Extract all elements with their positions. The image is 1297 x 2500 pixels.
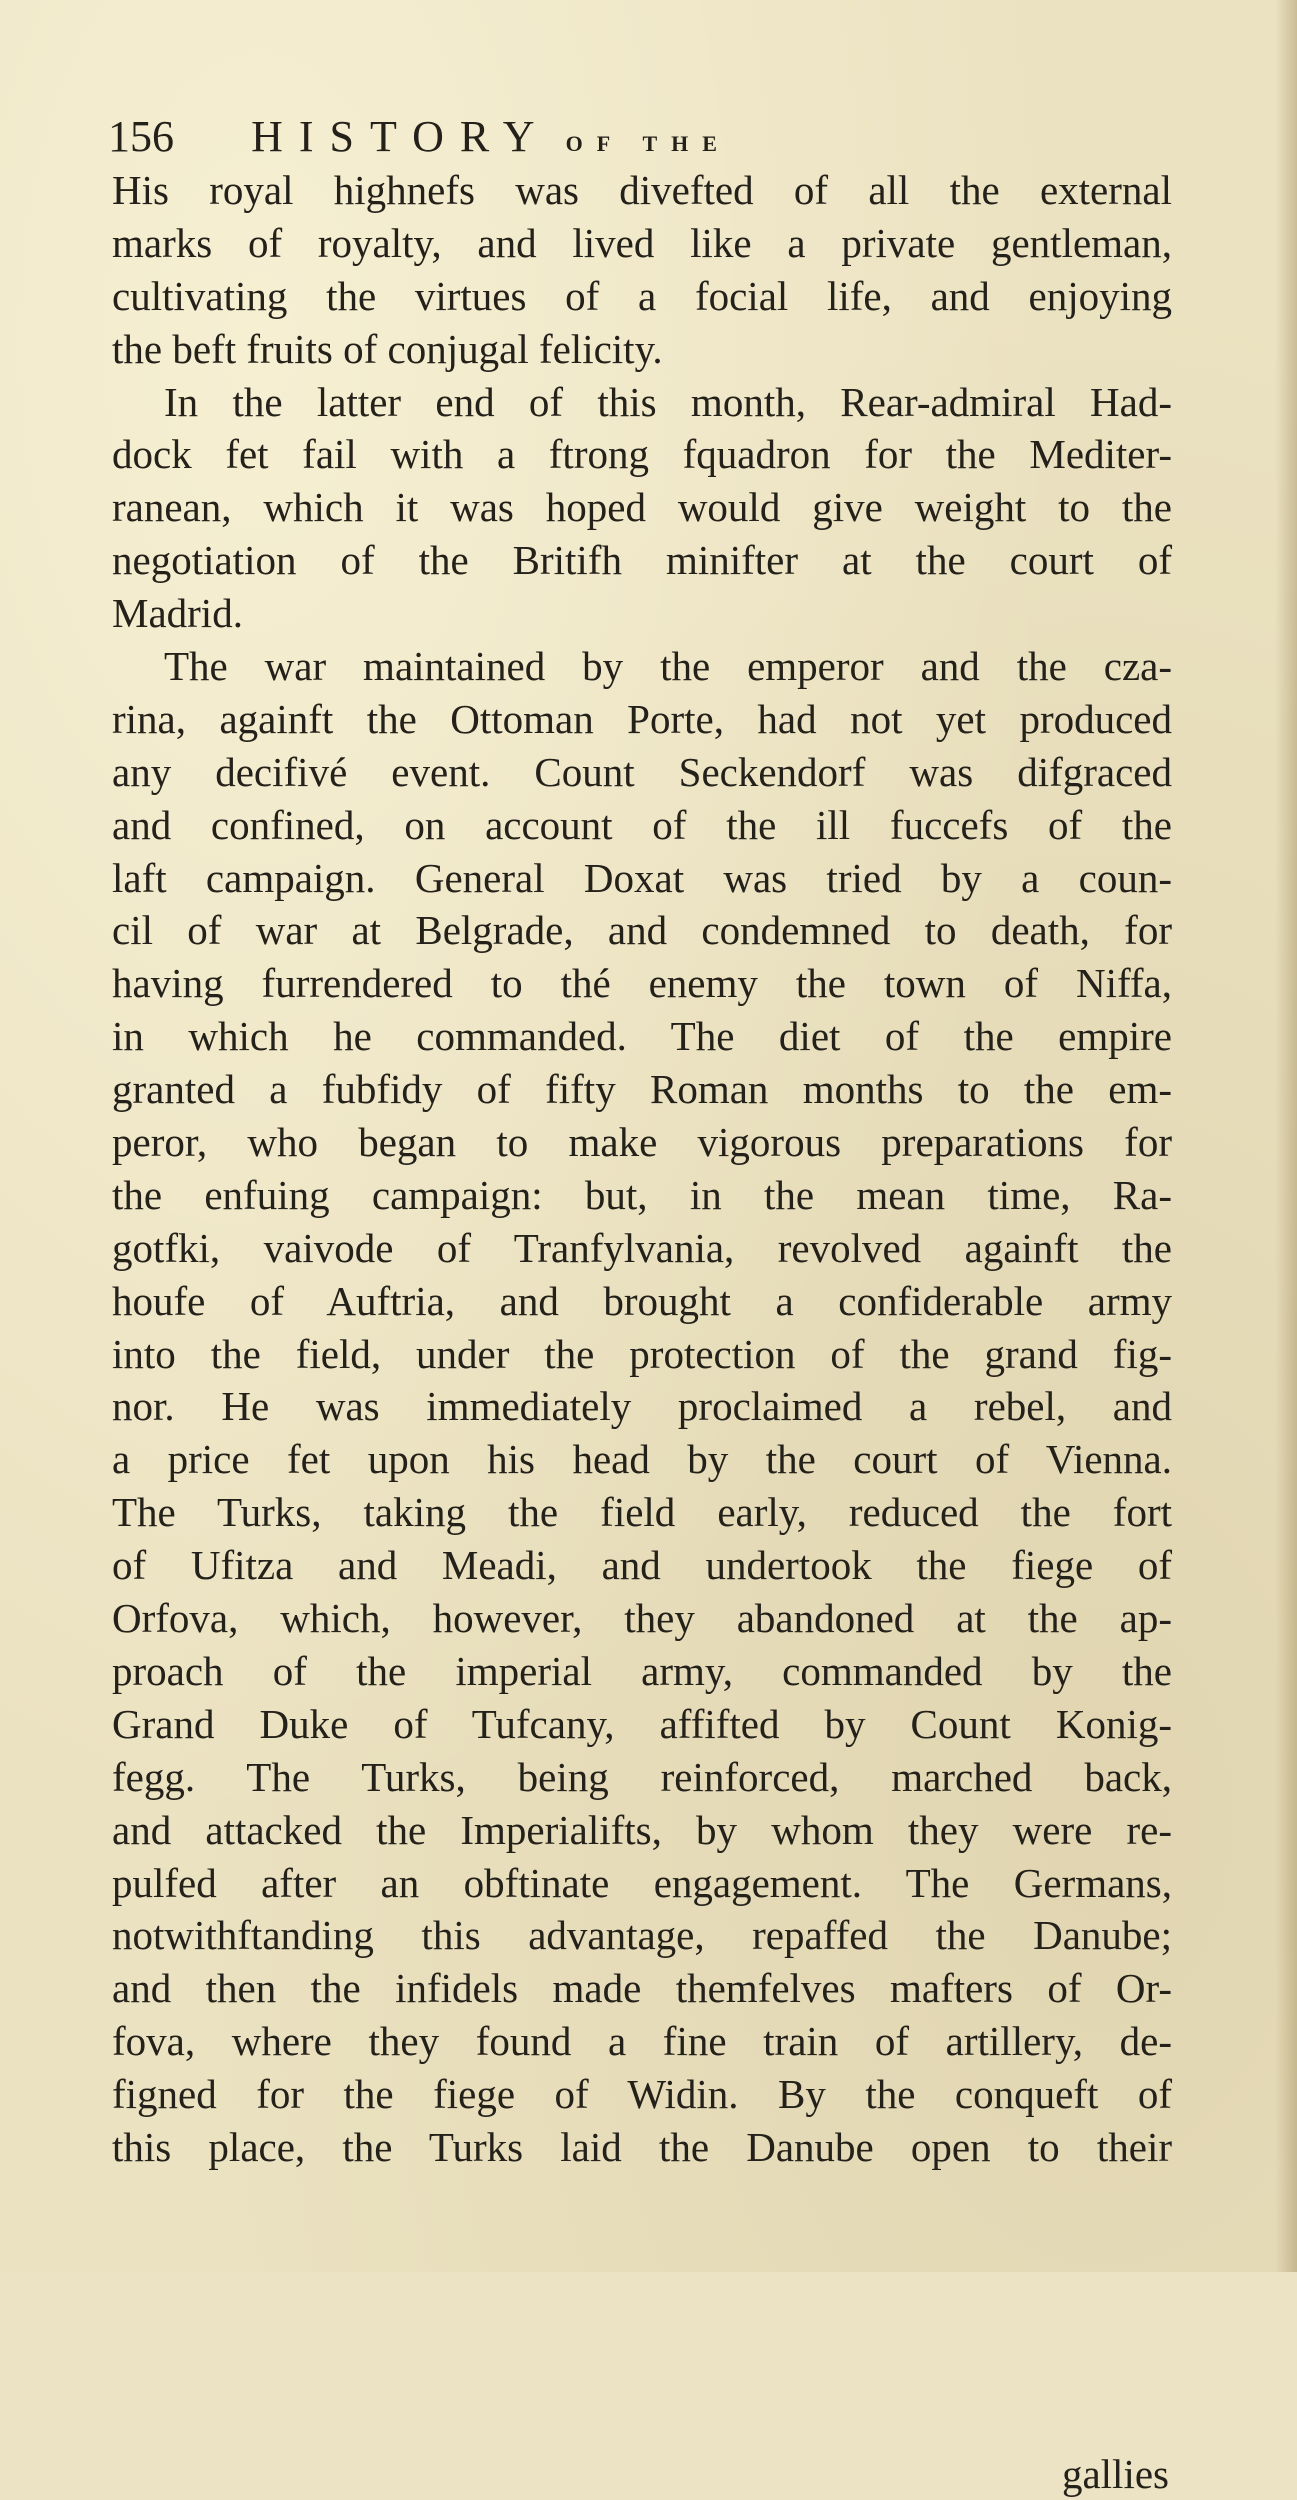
body-text [112,164,1172,2174]
text-line: Madrid. [112,590,243,637]
text-line: fegg. The Turks, being reinforced, marched back, [112,1753,1172,1800]
text-line: cultivating the virtues of a focial life, and enjoying [112,272,1172,319]
text-line: in which he commanded. The diet of the empire [112,1013,1172,1060]
page-fold-shadow [1275,0,1297,2272]
text-line: and attacked the Imperialifts, by whom they were re- [112,1806,1172,1853]
text-line: laft campaign. General Doxat was tried by a coun- [112,854,1172,901]
running-head [108,106,1188,168]
text-line: In the latter end of this month, Rear-admiral Had- [164,378,1172,425]
text-line: dock fet fail with a ftrong fquadron for the Mediter- [112,431,1172,478]
text-line: granted a fubfidy of fifty Roman months to the em- [112,1066,1172,1113]
running-head-title: HISTORY [251,112,551,161]
text-line: having furrendered to thé enemy the town of Niffa, [112,960,1172,1007]
text-line: ranean, which it was hoped would give weight to the [112,484,1172,531]
text-line: His royal highnefs was divefted of all the external [112,167,1172,213]
text-line: into the field, under the protection of the grand fig- [112,1330,1172,1377]
text-line: marks of royalty, and lived like a private gentleman, [112,219,1172,266]
text-line: The war maintained by the emperor and the cza- [164,643,1172,690]
text-line: proach of the imperial army, commanded by the [112,1647,1172,1694]
text-line: Orfova, which, however, they abandoned at the ap- [112,1595,1172,1642]
text-line: figned for the fiege of Widin. By the conqueft of [112,2071,1172,2118]
text-line: fova, where they found a fine train of artillery, de- [112,2018,1172,2065]
text-line: cil of war at Belgrade, and condemned to death, for [112,907,1172,954]
text-line: a price fet upon his head by the court of Vienna. [112,1436,1172,1483]
text-line: pulfed after an obftinate engagement. The Germans, [112,1859,1172,1906]
text-line: notwithftanding this advantage, repaffed the Danube; [112,1912,1172,1959]
text-line: nor. He was immediately proclaimed a rebel, and [112,1383,1172,1430]
running-head-suffix: OF THE [565,131,731,156]
text-line: the beft fruits of conjugal felicity. [112,325,663,372]
text-line: rina, againft the Ottoman Porte, had not yet produced [112,695,1172,742]
text-line: The Turks, taking the field early, reduced the fort [112,1489,1172,1536]
text-line: peror, who began to make vigorous preparations for [112,1119,1172,1166]
text-line: and confined, on account of the ill fuccefs of the [112,801,1172,848]
text-line: the enfuing campaign: but, in the mean time, Ra- [112,1171,1172,1218]
text-line: and then the infidels made themfelves mafters of Or- [112,1965,1172,2012]
text-line: gotfki, vaivode of Tranfylvania, revolved againft the [112,1224,1172,1271]
text-line: Grand Duke of Tufcany, affifted by Count Konig- [112,1700,1172,1747]
text-line: of Ufitza and Meadi, and undertook the fiege of [112,1542,1172,1589]
text-line: any decifivé event. Count Seckendorf was difgraced [112,748,1172,795]
text-line: this place, the Turks laid the Danube open to their [112,2123,1172,2170]
text-line: negotiation of the Britifh minifter at the court of [112,537,1172,584]
page-number: 156 [108,112,174,161]
text-line: houfe of Auftria, and brought a confiderable army [112,1277,1172,1324]
catchword: gallies [1061,2451,1169,2497]
